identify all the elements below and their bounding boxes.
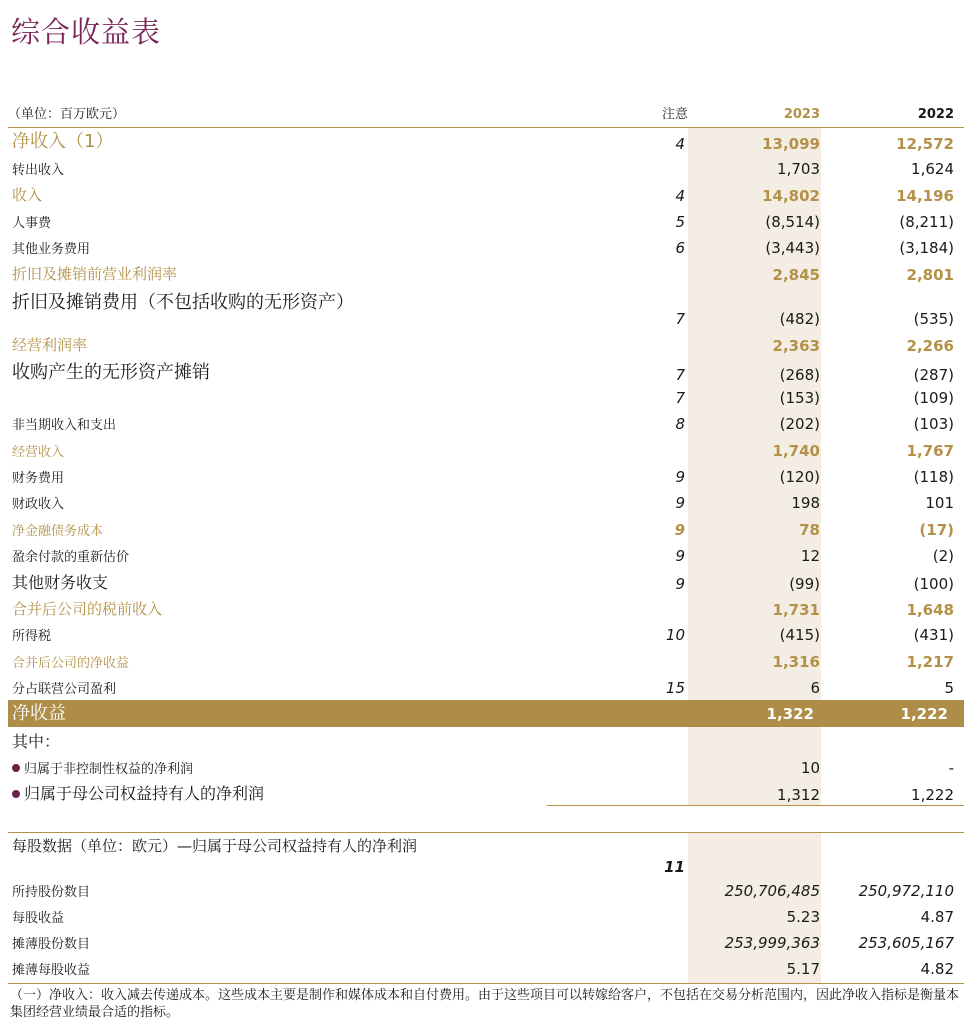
header-rule <box>8 127 964 128</box>
eps-rule-bottom <box>8 983 964 984</box>
table-row: 财务费用 9 (120) (118) <box>12 468 954 486</box>
net-income-bar <box>8 700 964 727</box>
table-row: 所持股份数目 250,706,485 250,972,110 <box>12 882 954 900</box>
table-row: 折旧及摊销费用（不包括收购的无形资产） <box>12 292 354 313</box>
table-row: 折旧及摊销前营业利润率 2,845 2,801 <box>12 265 954 284</box>
table-row: 7 (153) (109) <box>675 389 954 407</box>
table-row: 摊薄每股收益 5.17 4.82 <box>12 960 954 978</box>
table-row: 财政收入 9 198 101 <box>12 494 954 512</box>
table-row: 每股收益 5.23 4.87 <box>12 908 954 926</box>
table-row: 经营收入 1,740 1,767 <box>12 442 954 460</box>
of-which-row: 其中： <box>12 732 61 751</box>
eps-rule-top <box>8 832 964 833</box>
table-row: 盈余付款的重新估价 9 12 (2) <box>12 547 954 565</box>
eps-heading-row <box>0 836 978 856</box>
table-row: 非当期收入和支出 8 (202) (103) <box>12 415 954 433</box>
eps-heading: 每股数据（单位：欧元）—归属于母公司权益持有人的净利润 <box>12 837 418 855</box>
table-row: 转出收入 1,703 1,624 <box>12 160 954 178</box>
net-income-2023: 1,322 <box>766 705 814 723</box>
table-row: 所得税 10 (415) (431) <box>12 626 954 644</box>
year-2023-header: 2023 <box>783 107 820 122</box>
table-row: 归属于非控制性权益的净利润 10 - <box>0 757 978 777</box>
unit-label: （单位：百万欧元） <box>8 107 126 122</box>
table-row: 净金融债务成本 9 78 (17) <box>12 521 954 539</box>
table-row: 摊薄股份数目 253,999,363 253,605,167 <box>12 934 954 952</box>
net-income-2022: 1,222 <box>900 705 948 723</box>
bullet-icon <box>12 790 20 798</box>
year-2022-header: 2022 <box>917 107 954 122</box>
footnote: （一）净收入：收入减去传递成本。这些成本主要是制作和媒体成本和自付费用。由于这些项目可以转嫁给客户，不包括在交易分析范围内，因此净收入指标是衡量本集团经营业绩最合适的指标。 <box>10 988 960 1020</box>
table-row: 经营利润率 2,363 2,266 <box>12 336 954 355</box>
table-row: 净收入（1） 4 13,099 12,572 <box>12 131 954 153</box>
eps-note-row <box>0 856 978 876</box>
table-row: 其他业务费用 6 (3,443) (3,184) <box>12 239 954 257</box>
net-income-label: 净收益 <box>12 703 66 724</box>
attrib-rule <box>547 805 964 806</box>
table-row: 合并后公司的税前收入 1,731 1,648 <box>12 600 954 619</box>
table-row: 其他财务收支 9 (99) (100) <box>12 573 954 593</box>
table-row: 归属于母公司权益持有人的净利润 1,312 1,222 <box>0 782 978 804</box>
note-header: 注意 <box>661 107 688 122</box>
table-row: 人事费 5 (8,514) (8,211) <box>12 213 954 231</box>
table-header <box>0 104 978 122</box>
page-title: 综合收益表 <box>11 15 162 49</box>
table-row: 收入 4 14,802 14,196 <box>12 186 954 205</box>
table-row: 收购产生的无形资产摊销 7 (268) (287) <box>12 362 954 384</box>
bullet-icon <box>12 764 20 772</box>
table-row: 7 (482) (535) <box>675 310 954 328</box>
table-row: 合并后公司的净收益 1,316 1,217 <box>12 653 954 671</box>
eps-note: 11 <box>664 858 685 876</box>
table-row: 分占联营公司盈利 15 6 5 <box>12 679 954 697</box>
